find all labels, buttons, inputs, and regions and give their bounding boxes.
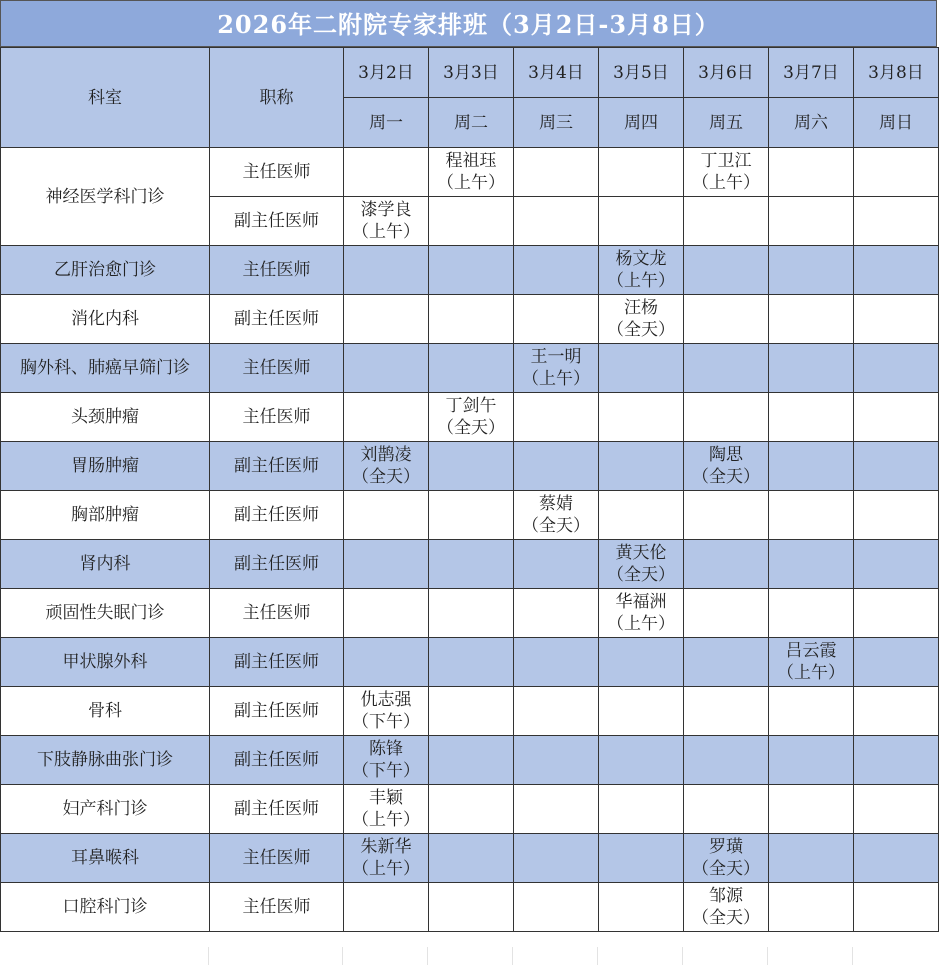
shift-time: （全天） <box>352 467 420 487</box>
shift-time: （上午） <box>437 173 505 193</box>
schedule-cell <box>344 295 429 344</box>
doctor-name: 华福洲 <box>615 592 667 612</box>
schedule-cell <box>344 393 429 442</box>
schedule-cell <box>599 197 684 246</box>
rank-cell: 主任医师 <box>210 393 344 442</box>
rank-cell: 副主任医师 <box>210 638 344 687</box>
header-date: 3月4日 <box>514 48 599 98</box>
schedule-row <box>1 736 939 785</box>
schedule-cell <box>854 687 939 736</box>
schedule-cell <box>344 834 429 883</box>
shift-time: （上午） <box>777 663 845 683</box>
doctor-name: 罗璜 <box>709 837 743 857</box>
schedule-cell <box>344 491 429 540</box>
rank-cell: 主任医师 <box>210 148 344 197</box>
schedule-row <box>1 540 939 589</box>
department-cell: 肾内科 <box>1 540 210 589</box>
doctor-name: 杨文龙 <box>615 249 667 269</box>
header-weekday: 周三 <box>514 98 599 148</box>
rank-cell: 主任医师 <box>210 834 344 883</box>
schedule-cell <box>684 589 769 638</box>
shift-time: （上午） <box>692 173 760 193</box>
header-date: 3月5日 <box>599 48 684 98</box>
rank-cell: 主任医师 <box>210 246 344 295</box>
department-cell: 甲状腺外科 <box>1 638 210 687</box>
rank-cell: 副主任医师 <box>210 687 344 736</box>
doctor-name: 蔡婧 <box>539 494 573 514</box>
schedule-cell <box>599 589 684 638</box>
schedule-cell <box>344 442 429 491</box>
schedule-cell <box>769 540 854 589</box>
shift-time: （上午） <box>607 271 675 291</box>
schedule-cell <box>514 246 599 295</box>
schedule-cell <box>854 540 939 589</box>
schedule-cell <box>769 393 854 442</box>
schedule-cell <box>599 883 684 932</box>
shift-time: （上午） <box>607 614 675 634</box>
doctor-name: 黄天伦 <box>615 543 667 563</box>
shift-time: （全天） <box>692 859 760 879</box>
schedule-cell <box>429 785 514 834</box>
schedule-cell <box>599 442 684 491</box>
shift-time: （全天） <box>692 908 760 928</box>
schedule-cell <box>854 736 939 785</box>
schedule-row <box>1 148 939 197</box>
schedule-cell <box>514 883 599 932</box>
schedule-row <box>1 295 939 344</box>
schedule-cell <box>429 344 514 393</box>
schedule-cell <box>514 736 599 785</box>
schedule-cell <box>684 393 769 442</box>
schedule-row <box>1 785 939 834</box>
schedule-cell <box>684 148 769 197</box>
shift-time: （全天） <box>437 418 505 438</box>
schedule-cell <box>514 540 599 589</box>
shift-time: （上午） <box>522 369 590 389</box>
schedule-cell <box>429 246 514 295</box>
schedule-row <box>1 442 939 491</box>
schedule-cell <box>514 442 599 491</box>
schedule-cell <box>684 785 769 834</box>
schedule-cell <box>854 638 939 687</box>
schedule-cell <box>514 197 599 246</box>
department-cell: 耳鼻喉科 <box>1 834 210 883</box>
header-title: 职称 <box>210 48 344 148</box>
schedule-row <box>1 834 939 883</box>
schedule-cell <box>854 197 939 246</box>
header-date: 3月7日 <box>769 48 854 98</box>
schedule-cell <box>769 834 854 883</box>
schedule-cell <box>769 344 854 393</box>
schedule-cell <box>599 687 684 736</box>
department-cell: 下肢静脉曲张门诊 <box>1 736 210 785</box>
schedule-cell <box>684 638 769 687</box>
empty-sheet-area <box>0 947 939 965</box>
shift-time: （下午） <box>352 712 420 732</box>
schedule-cell <box>854 344 939 393</box>
doctor-name: 陈锋 <box>369 739 403 759</box>
schedule-cell <box>344 246 429 295</box>
schedule-cell <box>429 834 514 883</box>
schedule-cell <box>429 736 514 785</box>
shift-time: （全天） <box>607 565 675 585</box>
schedule-cell <box>854 295 939 344</box>
department-cell: 乙肝治愈门诊 <box>1 246 210 295</box>
schedule-cell <box>514 148 599 197</box>
rank-cell: 主任医师 <box>210 883 344 932</box>
department-cell: 妇产科门诊 <box>1 785 210 834</box>
schedule-cell <box>429 491 514 540</box>
department-cell: 口腔科门诊 <box>1 883 210 932</box>
schedule-cell <box>599 148 684 197</box>
schedule-cell <box>599 491 684 540</box>
schedule-cell <box>684 295 769 344</box>
schedule-cell <box>344 148 429 197</box>
schedule-cell <box>429 197 514 246</box>
rank-cell: 副主任医师 <box>210 442 344 491</box>
shift-time: （上午） <box>352 222 420 242</box>
schedule-cell <box>769 736 854 785</box>
header-weekday: 周一 <box>344 98 429 148</box>
rank-cell: 副主任医师 <box>210 540 344 589</box>
header-date: 3月8日 <box>854 48 939 98</box>
header-department: 科室 <box>1 48 210 148</box>
schedule-cell <box>599 834 684 883</box>
schedule-cell <box>684 344 769 393</box>
shift-time: （下午） <box>352 761 420 781</box>
schedule-cell <box>854 148 939 197</box>
department-cell: 胃肠肿瘤 <box>1 442 210 491</box>
doctor-name: 仇志强 <box>360 690 412 710</box>
schedule-cell <box>344 344 429 393</box>
department-cell: 神经医学科门诊 <box>1 148 210 246</box>
schedule-cell <box>854 246 939 295</box>
schedule-cell <box>854 883 939 932</box>
schedule-cell <box>854 589 939 638</box>
department-cell: 顽固性失眠门诊 <box>1 589 210 638</box>
shift-time: （上午） <box>352 859 420 879</box>
header-date: 3月6日 <box>684 48 769 98</box>
schedule-table <box>0 47 939 932</box>
header-weekday: 周五 <box>684 98 769 148</box>
schedule-cell <box>684 834 769 883</box>
rank-cell: 副主任医师 <box>210 785 344 834</box>
schedule-cell <box>684 491 769 540</box>
department-cell: 胸外科、肺癌早筛门诊 <box>1 344 210 393</box>
schedule-cell <box>599 246 684 295</box>
schedule-cell <box>769 197 854 246</box>
shift-time: （上午） <box>352 810 420 830</box>
schedule-cell <box>769 785 854 834</box>
schedule-cell <box>854 785 939 834</box>
header-weekday: 周六 <box>769 98 854 148</box>
schedule-row <box>1 883 939 932</box>
schedule-cell <box>514 638 599 687</box>
schedule-cell <box>344 638 429 687</box>
schedule-cell <box>684 540 769 589</box>
schedule-cell <box>684 246 769 295</box>
schedule-cell <box>854 834 939 883</box>
schedule-cell <box>429 442 514 491</box>
schedule-cell <box>429 589 514 638</box>
schedule-cell <box>769 883 854 932</box>
schedule-cell <box>684 197 769 246</box>
schedule-cell <box>514 491 599 540</box>
schedule-cell <box>514 393 599 442</box>
schedule-cell <box>684 883 769 932</box>
schedule-cell <box>769 246 854 295</box>
doctor-name: 陶思 <box>709 445 743 465</box>
schedule-cell <box>344 883 429 932</box>
schedule-cell <box>684 442 769 491</box>
schedule-cell <box>344 687 429 736</box>
schedule-cell <box>344 736 429 785</box>
rank-cell: 副主任医师 <box>210 295 344 344</box>
schedule-cell <box>854 491 939 540</box>
doctor-name: 朱新华 <box>360 837 412 857</box>
schedule-cell <box>429 883 514 932</box>
schedule-cell <box>514 687 599 736</box>
doctor-name: 汪杨 <box>624 298 658 318</box>
header-date: 3月2日 <box>344 48 429 98</box>
schedule-row <box>1 638 939 687</box>
schedule-row <box>1 393 939 442</box>
header-weekday: 周二 <box>429 98 514 148</box>
rank-cell: 主任医师 <box>210 589 344 638</box>
schedule-cell <box>599 785 684 834</box>
schedule-cell <box>684 736 769 785</box>
schedule-cell <box>429 687 514 736</box>
schedule-cell <box>769 687 854 736</box>
schedule-cell <box>344 589 429 638</box>
header-weekday: 周日 <box>854 98 939 148</box>
schedule-cell <box>514 295 599 344</box>
header-date: 3月3日 <box>429 48 514 98</box>
schedule-cell <box>514 834 599 883</box>
rank-cell: 副主任医师 <box>210 736 344 785</box>
rank-cell: 副主任医师 <box>210 197 344 246</box>
doctor-name: 刘鹊凌 <box>360 445 412 465</box>
schedule-cell <box>429 148 514 197</box>
schedule-cell <box>599 393 684 442</box>
schedule-row <box>1 491 939 540</box>
schedule-cell <box>769 589 854 638</box>
schedule-cell <box>769 442 854 491</box>
rank-cell: 副主任医师 <box>210 491 344 540</box>
doctor-name: 丁剑午 <box>445 396 497 416</box>
doctor-name: 吕云霞 <box>785 641 837 661</box>
schedule-row <box>1 246 939 295</box>
shift-time: （全天） <box>607 320 675 340</box>
schedule-cell <box>769 638 854 687</box>
department-cell: 消化内科 <box>1 295 210 344</box>
schedule-row <box>1 344 939 393</box>
schedule-cell <box>429 393 514 442</box>
schedule-cell <box>514 589 599 638</box>
schedule-cell <box>599 540 684 589</box>
department-cell: 胸部肿瘤 <box>1 491 210 540</box>
schedule-cell <box>854 393 939 442</box>
schedule-row <box>1 687 939 736</box>
schedule-cell <box>344 197 429 246</box>
schedule-cell <box>769 295 854 344</box>
schedule-cell <box>854 442 939 491</box>
doctor-name: 丁卫江 <box>700 151 752 171</box>
doctor-name: 丰颖 <box>369 788 403 808</box>
schedule-cell <box>514 344 599 393</box>
rank-cell: 主任医师 <box>210 344 344 393</box>
schedule-cell <box>599 638 684 687</box>
schedule-cell <box>429 540 514 589</box>
schedule-cell <box>429 295 514 344</box>
department-cell: 骨科 <box>1 687 210 736</box>
schedule-cell <box>769 148 854 197</box>
header-row-dates <box>1 48 939 98</box>
doctor-name: 王一明 <box>530 347 582 367</box>
schedule-cell <box>769 491 854 540</box>
schedule-cell <box>429 638 514 687</box>
schedule-title: 2026年二附院专家排班（3月2日-3月8日） <box>0 0 937 47</box>
schedule-cell <box>514 785 599 834</box>
doctor-name: 邹源 <box>709 886 743 906</box>
schedule-cell <box>599 344 684 393</box>
schedule-cell <box>599 736 684 785</box>
doctor-name: 程祖珏 <box>445 151 497 171</box>
schedule-cell <box>344 540 429 589</box>
shift-time: （全天） <box>522 516 590 536</box>
department-cell: 头颈肿瘤 <box>1 393 210 442</box>
schedule-row <box>1 589 939 638</box>
schedule-cell <box>599 295 684 344</box>
header-weekday: 周四 <box>599 98 684 148</box>
schedule-cell <box>344 785 429 834</box>
doctor-name: 漆学良 <box>360 200 412 220</box>
shift-time: （全天） <box>692 467 760 487</box>
schedule-cell <box>684 687 769 736</box>
